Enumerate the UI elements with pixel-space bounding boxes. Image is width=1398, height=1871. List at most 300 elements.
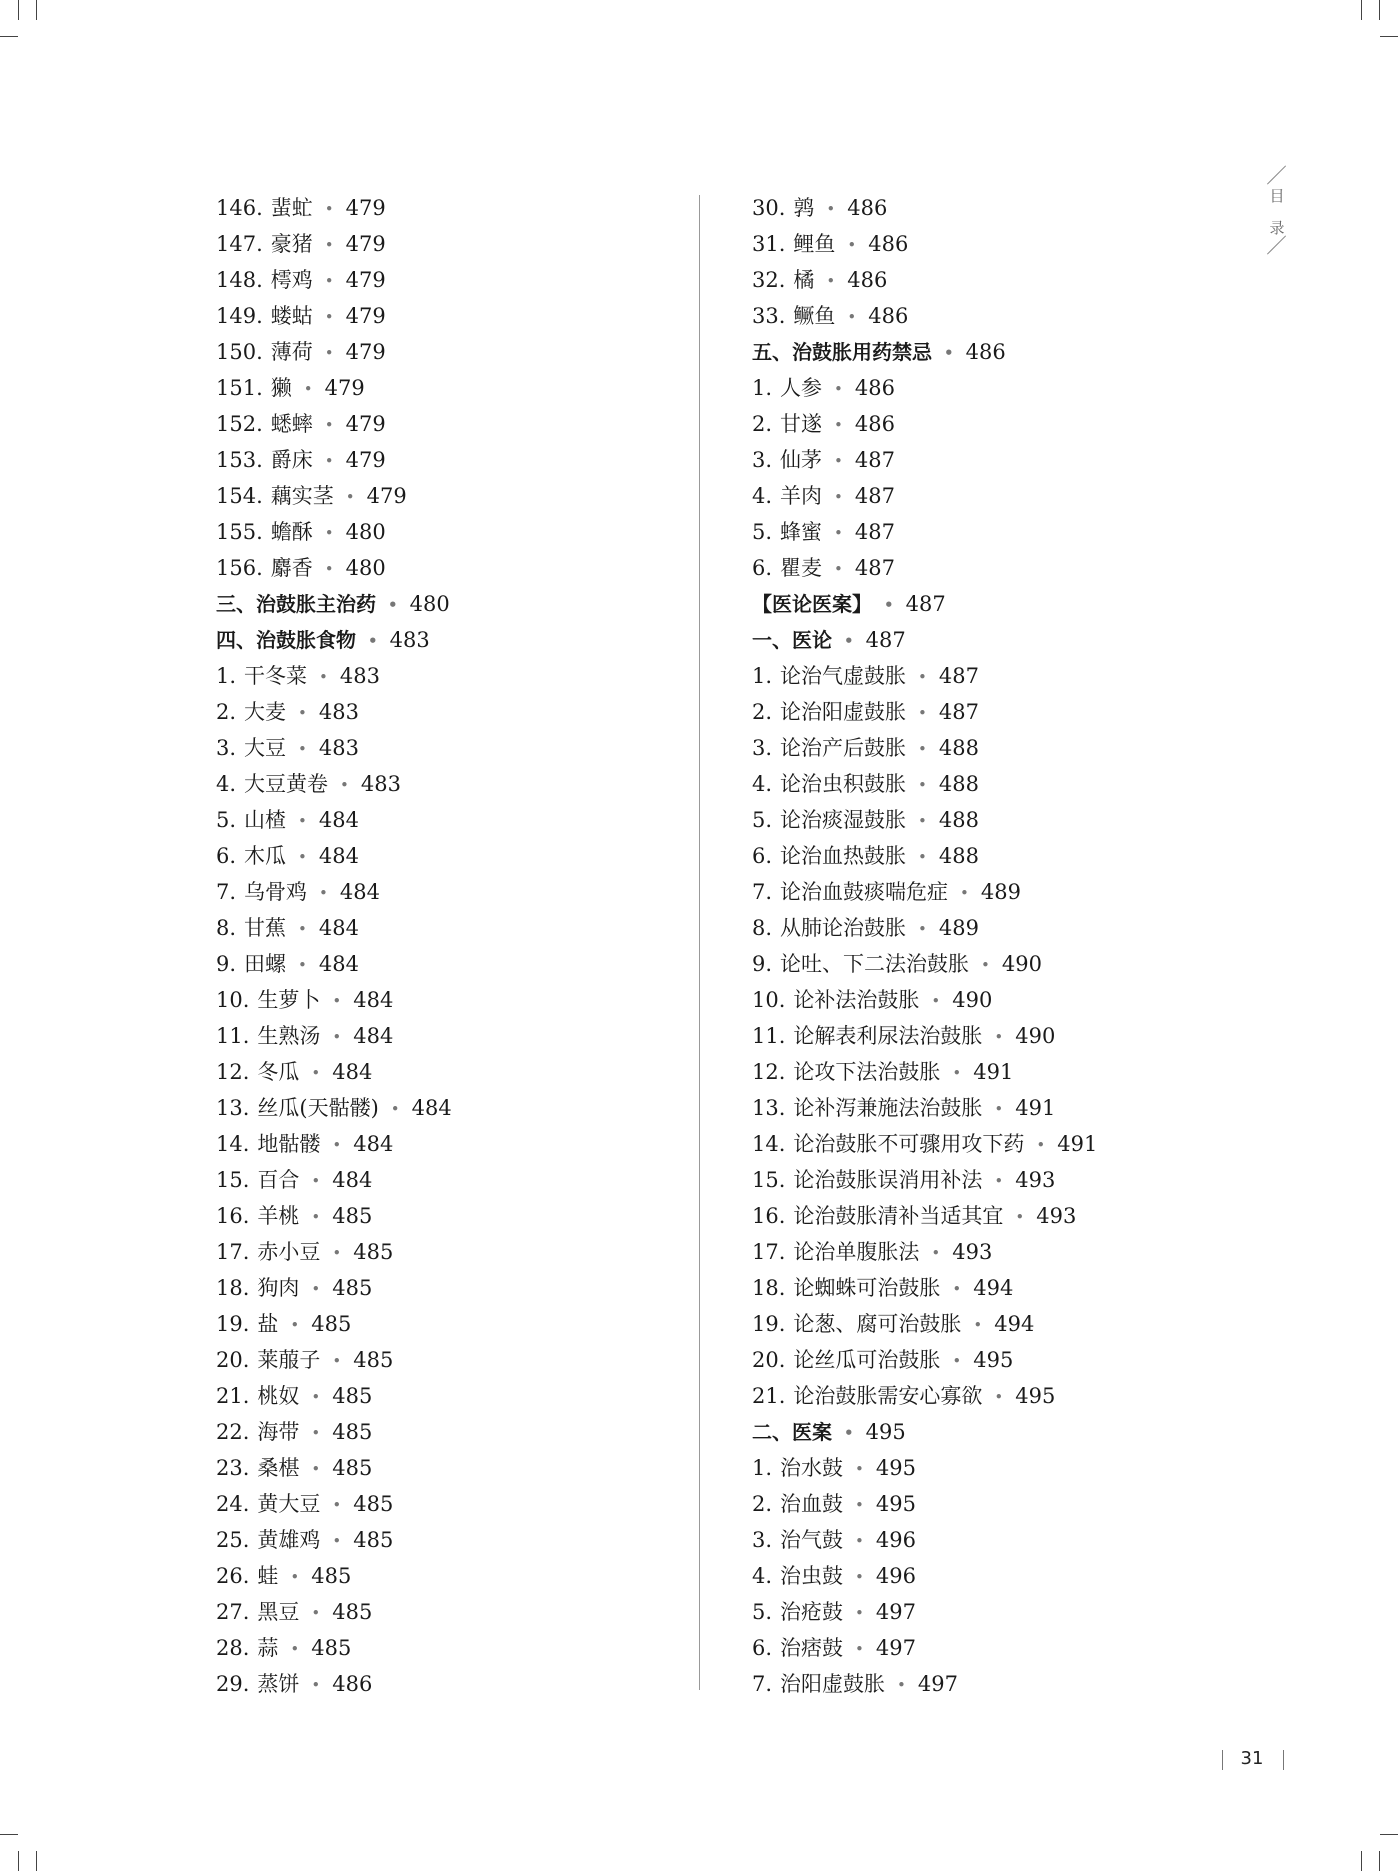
toc-entry-page: 487 xyxy=(854,520,895,544)
crop-mark xyxy=(0,36,18,37)
toc-entry xyxy=(752,1306,1312,1342)
toc-right-column xyxy=(752,190,1312,1702)
toc-entry xyxy=(752,766,1312,802)
toc-entry-page: 479 xyxy=(345,232,386,256)
toc-entry xyxy=(216,1306,686,1342)
toc-entry-number: 2. xyxy=(216,700,237,724)
toc-entry xyxy=(216,1414,686,1450)
toc-entry xyxy=(216,838,686,874)
leader-dot-icon: • xyxy=(324,272,334,290)
page-number-bar-left xyxy=(1222,1750,1223,1770)
toc-entry-number: 5. xyxy=(752,520,773,544)
toc-entry-number: 19. xyxy=(752,1312,786,1336)
toc-heading xyxy=(216,622,686,658)
toc-entry-number: 6. xyxy=(216,844,237,868)
toc-entry-title: 论蜘蛛可治鼓胀 xyxy=(793,1276,941,1300)
toc-entry-page: 488 xyxy=(938,736,979,760)
leader-dot-icon: • xyxy=(324,236,334,254)
toc-entry-number: 7. xyxy=(752,880,773,904)
toc-entry xyxy=(752,1486,1312,1522)
toc-entry-page: 479 xyxy=(345,340,386,364)
toc-entry-title: 三、治鼓胀主治药 xyxy=(216,592,376,616)
toc-entry-title: 地骷髅 xyxy=(257,1132,321,1156)
toc-entry-page: 497 xyxy=(875,1636,916,1660)
toc-entry-number: 10. xyxy=(216,988,250,1012)
toc-entry-title: 蜚虻 xyxy=(270,196,313,220)
leader-dot-icon: • xyxy=(319,884,328,902)
toc-entry-number: 154. xyxy=(216,484,263,508)
toc-entry-title: 羊肉 xyxy=(780,484,823,508)
toc-entry-title: 桃奴 xyxy=(257,1384,300,1408)
leader-dot-icon: • xyxy=(844,1424,854,1442)
toc-entry-title: 论治血鼓痰喘危症 xyxy=(780,880,949,904)
toc-entry xyxy=(752,658,1312,694)
toc-entry-number: 2. xyxy=(752,412,773,436)
toc-entry-title: 獭 xyxy=(270,376,292,400)
leader-dot-icon: • xyxy=(834,488,843,506)
toc-entry-title: 甘遂 xyxy=(780,412,823,436)
toc-entry-page: 494 xyxy=(973,1276,1014,1300)
toc-entry-page: 485 xyxy=(311,1564,352,1588)
toc-entry xyxy=(216,730,686,766)
toc-entry xyxy=(216,1054,686,1090)
leader-dot-icon: • xyxy=(324,416,334,434)
leader-dot-icon: • xyxy=(332,1136,342,1154)
toc-entry-number: 30. xyxy=(752,196,786,220)
toc-entry xyxy=(216,370,686,406)
toc-entry-page: 480 xyxy=(345,556,386,580)
toc-entry xyxy=(216,982,686,1018)
leader-dot-icon: • xyxy=(290,1640,300,1658)
toc-entry-number: 23. xyxy=(216,1456,250,1480)
toc-entry-title: 樗鸡 xyxy=(270,268,313,292)
toc-entry-title: 生熟汤 xyxy=(257,1024,321,1048)
toc-entry-number: 12. xyxy=(216,1060,250,1084)
toc-entry-title: 论治单腹胀法 xyxy=(793,1240,920,1264)
toc-entry-page: 487 xyxy=(854,556,895,580)
toc-entry xyxy=(752,874,1312,910)
toc-entry-title: 蒸饼 xyxy=(257,1672,300,1696)
toc-entry-number: 9. xyxy=(216,952,237,976)
leader-dot-icon: • xyxy=(944,344,954,362)
toc-entry-page: 486 xyxy=(868,232,909,256)
toc-heading xyxy=(216,586,686,622)
toc-entry-number: 29. xyxy=(216,1672,250,1696)
leader-dot-icon: • xyxy=(388,596,398,614)
toc-entry-number: 150. xyxy=(216,340,263,364)
toc-entry-number: 3. xyxy=(216,736,237,760)
toc-entry-number: 3. xyxy=(752,736,773,760)
toc-entry-title: 论葱、腐可治鼓胀 xyxy=(793,1312,962,1336)
toc-entry-number: 6. xyxy=(752,1636,773,1660)
toc-entry-number: 15. xyxy=(216,1168,250,1192)
toc-entry-page: 495 xyxy=(875,1456,916,1480)
toc-entry-title: 论补泻兼施法治鼓胀 xyxy=(793,1096,983,1120)
toc-entry-number: 28. xyxy=(216,1636,250,1660)
leader-dot-icon: • xyxy=(290,1316,300,1334)
toc-entry-page: 497 xyxy=(917,1672,958,1696)
leader-dot-icon: • xyxy=(847,236,857,254)
toc-entry-page: 489 xyxy=(938,916,979,940)
leader-dot-icon: • xyxy=(973,1316,983,1334)
toc-entry-number: 155. xyxy=(216,520,263,544)
leader-dot-icon: • xyxy=(298,740,307,758)
toc-entry xyxy=(216,298,686,334)
toc-entry-title: 蒜 xyxy=(257,1636,279,1660)
toc-entry-title: 论治血热鼓胀 xyxy=(780,844,907,868)
leader-dot-icon: • xyxy=(332,1532,342,1550)
toc-entry xyxy=(752,478,1312,514)
toc-entry-title: 大豆 xyxy=(244,736,287,760)
toc-entry xyxy=(216,910,686,946)
toc-entry xyxy=(752,694,1312,730)
toc-entry-number: 6. xyxy=(752,556,773,580)
toc-entry-number: 12. xyxy=(752,1060,786,1084)
toc-entry-page: 480 xyxy=(409,592,450,616)
toc-entry-number: 26. xyxy=(216,1564,250,1588)
crop-mark xyxy=(0,1834,18,1835)
toc-entry-number: 5. xyxy=(216,808,237,832)
leader-dot-icon: • xyxy=(931,992,941,1010)
toc-entry-number: 21. xyxy=(752,1384,786,1408)
toc-entry xyxy=(216,1558,686,1594)
toc-entry-number: 14. xyxy=(216,1132,250,1156)
toc-entry-page: 487 xyxy=(854,448,895,472)
toc-entry-page: 487 xyxy=(938,700,979,724)
toc-entry-number: 1. xyxy=(752,664,773,688)
toc-entry-number: 4. xyxy=(752,1564,773,1588)
toc-entry-title: 鲤鱼 xyxy=(793,232,836,256)
toc-entry xyxy=(752,1450,1312,1486)
toc-entry-title: 论治鼓胀清补当适其宜 xyxy=(793,1204,1004,1228)
leader-dot-icon: • xyxy=(918,920,927,938)
leader-dot-icon: • xyxy=(332,992,342,1010)
toc-entry-title: 仙茅 xyxy=(780,448,823,472)
toc-entry-title: 论治痰湿鼓胀 xyxy=(780,808,907,832)
toc-entry-page: 485 xyxy=(332,1600,373,1624)
toc-entry-title: 蜂蜜 xyxy=(780,520,823,544)
toc-entry-title: 薄荷 xyxy=(270,340,313,364)
leader-dot-icon: • xyxy=(332,1352,342,1370)
toc-entry xyxy=(216,658,686,694)
toc-entry-title: 甘蕉 xyxy=(244,916,287,940)
toc-entry xyxy=(216,1126,686,1162)
leader-dot-icon: • xyxy=(994,1028,1004,1046)
leader-dot-icon: • xyxy=(298,704,307,722)
toc-entry-page: 493 xyxy=(1036,1204,1077,1228)
toc-entry xyxy=(216,1666,686,1702)
toc-entry-page: 479 xyxy=(345,268,386,292)
toc-entry xyxy=(216,1450,686,1486)
toc-entry-number: 13. xyxy=(216,1096,250,1120)
toc-entry-title: 橘 xyxy=(793,268,815,292)
toc-entry-title: 瞿麦 xyxy=(780,556,823,580)
leader-dot-icon: • xyxy=(834,380,843,398)
toc-entry xyxy=(752,946,1312,982)
toc-entry xyxy=(752,802,1312,838)
leader-dot-icon: • xyxy=(298,812,307,830)
toc-entry-page: 479 xyxy=(345,196,386,220)
leader-dot-icon: • xyxy=(298,956,307,974)
toc-entry-title: 大麦 xyxy=(244,700,287,724)
toc-entry-number: 156. xyxy=(216,556,263,580)
toc-entry-number: 16. xyxy=(752,1204,786,1228)
toc-entry-title: 鳜鱼 xyxy=(793,304,836,328)
toc-entry xyxy=(752,550,1312,586)
leader-dot-icon: • xyxy=(855,1604,864,1622)
leader-dot-icon: • xyxy=(319,668,328,686)
toc-entry-title: 干冬菜 xyxy=(244,664,308,688)
toc-entry-number: 153. xyxy=(216,448,263,472)
toc-entry-number: 147. xyxy=(216,232,263,256)
leader-dot-icon: • xyxy=(952,1280,962,1298)
leader-dot-icon: • xyxy=(324,452,334,470)
leader-dot-icon: • xyxy=(918,704,927,722)
leader-dot-icon: • xyxy=(994,1172,1004,1190)
toc-entry-page: 496 xyxy=(875,1528,916,1552)
toc-entry-page: 479 xyxy=(345,448,386,472)
leader-dot-icon: • xyxy=(981,956,990,974)
leader-dot-icon: • xyxy=(324,560,334,578)
toc-entry xyxy=(752,1666,1312,1702)
toc-entry-number: 19. xyxy=(216,1312,250,1336)
toc-entry-title: 论治阳虚鼓胀 xyxy=(780,700,907,724)
toc-entry-number: 20. xyxy=(752,1348,786,1372)
toc-entry-number: 20. xyxy=(216,1348,250,1372)
toc-entry-page: 490 xyxy=(1015,1024,1056,1048)
toc-entry-title: 木瓜 xyxy=(244,844,287,868)
toc-entry-number: 4. xyxy=(752,484,773,508)
toc-entry-page: 484 xyxy=(318,808,359,832)
toc-heading xyxy=(752,622,1312,658)
toc-entry-number: 3. xyxy=(752,448,773,472)
toc-entry-page: 480 xyxy=(345,520,386,544)
toc-entry-title: 蛙 xyxy=(257,1564,279,1588)
toc-entry-page: 495 xyxy=(1015,1384,1056,1408)
toc-entry-page: 485 xyxy=(332,1384,373,1408)
crop-mark xyxy=(36,0,37,20)
leader-dot-icon: • xyxy=(311,1424,321,1442)
leader-dot-icon: • xyxy=(826,200,836,218)
toc-entry-page: 491 xyxy=(973,1060,1014,1084)
toc-entry-number: 11. xyxy=(216,1024,250,1048)
toc-entry-page: 493 xyxy=(1015,1168,1056,1192)
toc-entry-page: 483 xyxy=(360,772,401,796)
toc-entry-page: 491 xyxy=(1015,1096,1056,1120)
leader-dot-icon: • xyxy=(311,1676,321,1694)
toc-heading xyxy=(752,586,1312,622)
leader-dot-icon: • xyxy=(290,1568,300,1586)
toc-entry-page: 485 xyxy=(353,1492,394,1516)
toc-entry-title: 论丝瓜可治鼓胀 xyxy=(793,1348,941,1372)
leader-dot-icon: • xyxy=(324,524,334,542)
toc-entry-title: 蟾酥 xyxy=(270,520,313,544)
toc-entry xyxy=(752,226,1312,262)
toc-entry-title: 治水鼓 xyxy=(780,1456,844,1480)
toc-entry-title: 冬瓜 xyxy=(257,1060,300,1084)
leader-dot-icon: • xyxy=(918,812,927,830)
toc-entry-number: 13. xyxy=(752,1096,786,1120)
toc-entry-page: 486 xyxy=(868,304,909,328)
toc-entry xyxy=(752,1522,1312,1558)
toc-entry-title: 治虫鼓 xyxy=(780,1564,844,1588)
toc-entry-title: 论补法治鼓胀 xyxy=(793,988,920,1012)
leader-dot-icon: • xyxy=(311,1064,321,1082)
toc-entry-page: 487 xyxy=(938,664,979,688)
leader-dot-icon: • xyxy=(324,308,334,326)
toc-entry-number: 151. xyxy=(216,376,263,400)
leader-dot-icon: • xyxy=(311,1172,321,1190)
toc-entry-number: 14. xyxy=(752,1132,786,1156)
page-number-bar-right xyxy=(1283,1750,1284,1770)
toc-entry-page: 485 xyxy=(332,1456,373,1480)
toc-entry-title: 论解表利尿法治鼓胀 xyxy=(793,1024,983,1048)
crop-mark xyxy=(1380,1834,1398,1835)
toc-entry-number: 17. xyxy=(216,1240,250,1264)
toc-entry-title: 治痞鼓 xyxy=(780,1636,844,1660)
toc-entry-page: 485 xyxy=(353,1240,394,1264)
toc-entry-number: 32. xyxy=(752,268,786,292)
toc-entry xyxy=(752,190,1312,226)
toc-entry-page: 495 xyxy=(973,1348,1014,1372)
toc-entry xyxy=(216,1522,686,1558)
toc-entry xyxy=(216,946,686,982)
toc-entry-title: 治阳虚鼓胀 xyxy=(780,1672,886,1696)
toc-entry-page: 483 xyxy=(318,700,359,724)
toc-entry-page: 490 xyxy=(952,988,993,1012)
toc-entry-number: 6. xyxy=(752,844,773,868)
toc-entry xyxy=(216,1342,686,1378)
toc-left-column xyxy=(216,190,686,1702)
leader-dot-icon: • xyxy=(298,920,307,938)
toc-entry xyxy=(752,1054,1312,1090)
toc-entry-page: 483 xyxy=(389,628,430,652)
toc-entry xyxy=(752,1378,1312,1414)
toc-entry-number: 152. xyxy=(216,412,263,436)
toc-entry-page: 488 xyxy=(938,844,979,868)
leader-dot-icon: • xyxy=(884,596,894,614)
leader-dot-icon: • xyxy=(834,560,843,578)
toc-entry-title: 五、治鼓胀用药禁忌 xyxy=(752,340,932,364)
toc-entry-number: 16. xyxy=(216,1204,250,1228)
toc-entry xyxy=(752,1270,1312,1306)
crop-mark xyxy=(1361,1851,1362,1871)
toc-entry-page: 494 xyxy=(994,1312,1035,1336)
toc-entry-title: 田螺 xyxy=(244,952,287,976)
leader-dot-icon: • xyxy=(332,1028,342,1046)
toc-entry xyxy=(752,1234,1312,1270)
toc-entry-number: 146. xyxy=(216,196,263,220)
toc-entry xyxy=(752,1126,1312,1162)
toc-entry-title: 丝瓜(天骷髅) xyxy=(257,1096,379,1120)
toc-entry-title: 论治气虚鼓胀 xyxy=(780,664,907,688)
toc-entry-number: 9. xyxy=(752,952,773,976)
toc-entry-number: 15. xyxy=(752,1168,786,1192)
leader-dot-icon: • xyxy=(952,1352,962,1370)
leader-dot-icon: • xyxy=(834,416,843,434)
crop-mark xyxy=(18,0,19,20)
toc-entry-number: 2. xyxy=(752,700,773,724)
leader-dot-icon: • xyxy=(826,272,836,290)
toc-entry-page: 483 xyxy=(318,736,359,760)
leader-dot-icon: • xyxy=(918,776,927,794)
toc-entry-page: 479 xyxy=(324,376,365,400)
toc-entry-page: 488 xyxy=(938,808,979,832)
toc-entry-page: 485 xyxy=(332,1276,373,1300)
toc-entry xyxy=(216,1090,686,1126)
toc-entry-number: 1. xyxy=(752,376,773,400)
toc-entry-title: 论治产后鼓胀 xyxy=(780,736,907,760)
toc-entry-title: 赤小豆 xyxy=(257,1240,321,1264)
toc-entry-page: 485 xyxy=(332,1420,373,1444)
leader-dot-icon: • xyxy=(1015,1208,1025,1226)
toc-entry-title: 羊桃 xyxy=(257,1204,300,1228)
toc-entry-page: 487 xyxy=(905,592,946,616)
leader-dot-icon: • xyxy=(311,1460,321,1478)
crop-mark xyxy=(18,1851,19,1871)
toc-entry xyxy=(216,1594,686,1630)
toc-entry-title: 豪猪 xyxy=(270,232,313,256)
toc-entry-page: 486 xyxy=(847,268,888,292)
toc-entry xyxy=(216,1630,686,1666)
toc-entry-page: 487 xyxy=(865,628,906,652)
toc-entry-title: 黑豆 xyxy=(257,1600,300,1624)
toc-entry-number: 2. xyxy=(752,1492,773,1516)
leader-dot-icon: • xyxy=(994,1100,1004,1118)
toc-entry-title: 人参 xyxy=(780,376,823,400)
toc-entry-number: 1. xyxy=(216,664,237,688)
side-label-char: 录 xyxy=(1269,219,1285,237)
leader-dot-icon: • xyxy=(918,848,927,866)
toc-entry-title: 四、治鼓胀食物 xyxy=(216,628,356,652)
toc-entry-number: 18. xyxy=(216,1276,250,1300)
leader-dot-icon: • xyxy=(918,740,927,758)
toc-entry xyxy=(752,1342,1312,1378)
toc-entry-title: 大豆黄卷 xyxy=(244,772,329,796)
leader-dot-icon: • xyxy=(303,380,313,398)
toc-entry-page: 489 xyxy=(980,880,1021,904)
toc-entry xyxy=(216,1378,686,1414)
toc-entry xyxy=(216,514,686,550)
toc-entry-number: 24. xyxy=(216,1492,250,1516)
leader-dot-icon: • xyxy=(952,1064,962,1082)
leader-dot-icon: • xyxy=(931,1244,941,1262)
toc-entry-page: 495 xyxy=(875,1492,916,1516)
toc-entry-number: 5. xyxy=(752,1600,773,1624)
toc-entry-title: 治气鼓 xyxy=(780,1528,844,1552)
leader-dot-icon: • xyxy=(298,848,307,866)
toc-entry xyxy=(216,802,686,838)
toc-entry-title: 蟋蟀 xyxy=(270,412,313,436)
toc-entry-number: 22. xyxy=(216,1420,250,1444)
toc-entry-page: 486 xyxy=(854,412,895,436)
toc-entry-page: 479 xyxy=(366,484,407,508)
toc-entry xyxy=(216,1270,686,1306)
toc-entry-page: 483 xyxy=(339,664,380,688)
leader-dot-icon: • xyxy=(332,1244,342,1262)
toc-entry-number: 31. xyxy=(752,232,786,256)
leader-dot-icon: • xyxy=(368,632,378,650)
toc-entry xyxy=(752,1630,1312,1666)
toc-entry-title: 论吐、下二法治鼓胀 xyxy=(780,952,970,976)
toc-entry xyxy=(216,1234,686,1270)
toc-entry-page: 485 xyxy=(332,1204,373,1228)
toc-entry-title: 鹑 xyxy=(793,196,815,220)
leader-dot-icon: • xyxy=(918,668,927,686)
leader-dot-icon: • xyxy=(834,524,843,542)
leader-dot-icon: • xyxy=(340,776,349,794)
toc-entry-number: 7. xyxy=(216,880,237,904)
